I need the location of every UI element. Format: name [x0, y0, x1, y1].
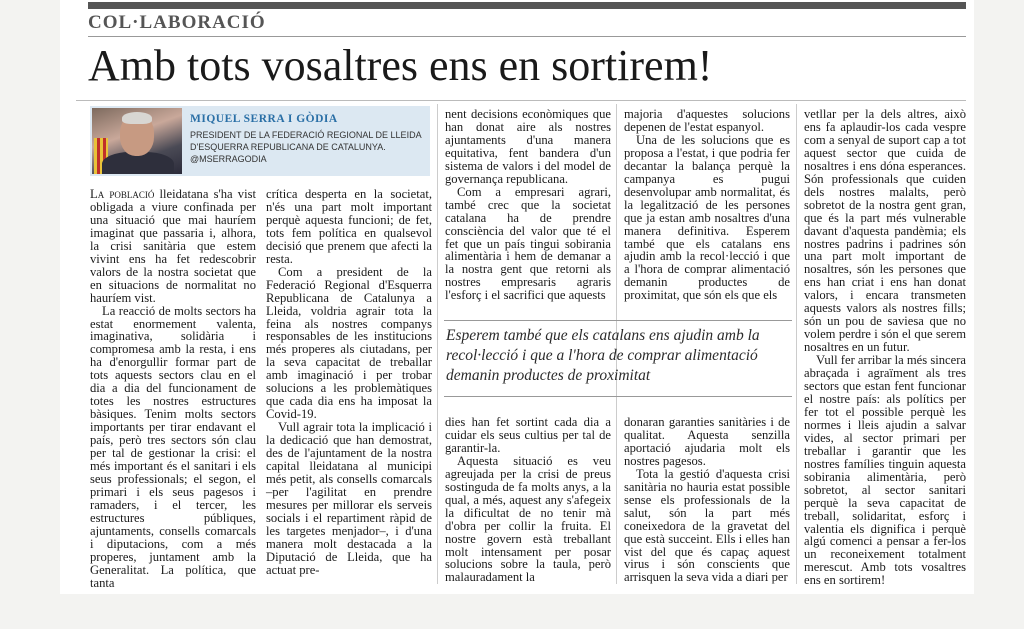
paragraph: Vull fer arribar la més sincera abraçada i agraïment als tres sectors que estan fent funcionar el nostre país: als polítics per fer tot el possible perquè les normes i lleis ajudin a salvar vides, al sector primari per treballar i garantir que les nostres famílies tinguin aquesta sobirania alimentària, però sobretot, al sector sanitari perquè la seva capacitat de treball, solidaritat, esforç i valentia els dignifica i perquè algú comenci a pensar a fer-los un reconeixement totalment merescut. Amb tots vosaltres ens en sortirem! — [804, 353, 966, 588]
column-4-bottom — [624, 416, 790, 584]
quote-rule-bottom — [444, 396, 792, 397]
column-3-bottom — [445, 416, 611, 584]
quote-rule-top — [444, 320, 792, 321]
paragraph: Vull agrair tota la implicació i la dedicació que han demostrat, des de l'ajuntament de la nostra capital lleidatana al municipi més petit, als consells comarcals –per l'agilitat en prendre mesures per millorar els serveis socials i el repartiment ràpid de les targetes menjador–, i d'una manera molt destacada a la Diputació de Lleida, que ha actuat pre- — [266, 420, 432, 577]
paragraph: La reacció de molts sectors ha estat enormement valenta, imaginativa, solidària i compromesa amb la resta, i ens ha d'enorgullir formar part de tots aquests sectors clau en el dia a dia del funcionament de totes les nostres estructures bàsiques. Tenim molts sectors importants per tirar endavant el país, però tres sectors són clau per tal de gestionar la crisi: el més important és el sanitari i els seus professionals; el segon, el primari i els seus pagesos i ramaders, i el tercer, les estructures públiques, ajuntaments, consells comarcals i diputacions, com a més properes, juntament amb la Generalitat. La política, que tanta — [90, 303, 256, 590]
column-1 — [90, 188, 256, 590]
author-name: MIQUEL SERRA I GÒDIA — [190, 113, 338, 125]
paragraph: crítica desperta en la societat, n'és una part molt important perquè aquesta funcioni; de fet, tots fem política en qualsevol decisió que prenem que afecti la resta. — [266, 187, 432, 266]
author-photo — [92, 108, 182, 174]
paragraph: Una de les solucions que es proposa a l'estat, i que podria fer decantar la balança perquè la campanya es pugui desenvolupar amb normalitat, és la legalització de les persones que ja estan amb nosaltres d'una manera definitiva. Esperem també que els catalans ens ajudin amb la recol·lecció i que a l'hora de comprar alimentació demanin productes de proximitat, que són els que els — [624, 132, 790, 303]
paragraph: Aquesta situació es veu agreujada per la crisi de preus sostinguda de fa molts anys, a la qual, a més, aquest any s'afegeix la dificultat de no tenir mà d'obra per collir la fruita. El nostre govern està treballant molt intensament per posar solucions sobre la taula, però malauradament la — [445, 453, 611, 585]
lead-in: La població — [90, 187, 155, 201]
column-divider — [796, 104, 797, 584]
top-bar — [88, 2, 966, 9]
paragraph: Com a president de la Federació Regional d'Esquerra Republicana de Catalunya a Lleida, voldria agrair tota la feina als nostres companys responsables de les institucions més properes als ciutadans, per la seva capacitat de treballar amb imaginació i per trobar solucions a les problemàtiques que cada dia ens ha imposat la Covid-19. — [266, 264, 432, 422]
column-2 — [266, 188, 432, 577]
paragraph: vetllar per la dels altres, això ens fa aplaudir-los cada vespre com a senyal de suport cap a tot aquest sector que cuida de nosaltres i ens dóna esperances. Són professionals que cuiden dels nostres malalts, però sobretot de la nostra gent gran, que és la part més vulnerable davant d'aquesta pandèmia; els nostres padrins i padrines són una part molt important de nosaltres, són les persones que ens han criat i ens han donat valors, i encara transmeten aquests valors als nostres fills; són un pou de saviesa que no volem perdre i són el que serem nosaltres en un futur. — [804, 107, 966, 355]
paragraph: dies han fet sortint cada dia a cuidar els seus cultius per tal de garantir-la. — [445, 415, 611, 455]
section-label: COL·LABORACIÓ — [88, 12, 266, 33]
column-5 — [804, 108, 966, 587]
pull-quote: Esperem també que els catalans ens ajudin amb la recol·lecció i que a l'hora de comprar alimentació demanin productes de proximitat — [446, 327, 760, 384]
column-4-top — [624, 108, 790, 302]
column-divider — [437, 104, 438, 584]
section-rule — [88, 36, 966, 37]
paragraph: La població lleidatana s'ha vist obligada a viure confinada per una situació que mai hauríem imaginat que passaria i, alhora, la crisi sanitària que estem vivint ens ha fet redescobrir valors de la nostra societat que en situacions de normalitat no hauríem vist. — [90, 187, 256, 305]
headline-rule — [76, 100, 966, 101]
paragraph: Tota la gestió d'aquesta crisi sanitària no hauria estat possible sense els professionals de la salut, són la part més coneixedora de la gravetat del que està succeint. Ells i elles han vist del que és capaç aquest virus i són conscients que arrisquen la seva vida a diari per — [624, 466, 790, 585]
paragraph: majoria d'aquestes solucions depenen de l'estat espanyol. — [624, 107, 790, 134]
author-description: PRESIDENT DE LA FEDERACIÓ REGIONAL DE LLEIDA D'ESQUERRA REPUBLICANA DE CATALUNYA. @MSERRAGODIA — [190, 130, 422, 164]
column-3-top — [445, 108, 611, 302]
paragraph: Com a empresari agrari, també crec que la societat catalana ha de prendre consciència del valor que té el fet que un país tingui sobirania alimentària i hem de demanar a la nostra gent que retorni als nostres empresaris agraris l'esforç i el sacrifici que aquests — [445, 184, 611, 303]
paragraph: donaran garanties sanitàries i de qualitat. Aquesta senzilla aportació ajudaria molt els nostres pagesos. — [624, 415, 790, 468]
headline: Amb tots vosaltres ens en sortirem! — [88, 41, 713, 90]
hair-graphic — [122, 112, 152, 124]
paragraph: nent decisions econòmiques que han donat aire als nostres ajuntaments d'una manera equitativa, fent bandera d'un sistema de valors i del model de governança republicana. — [445, 107, 611, 186]
